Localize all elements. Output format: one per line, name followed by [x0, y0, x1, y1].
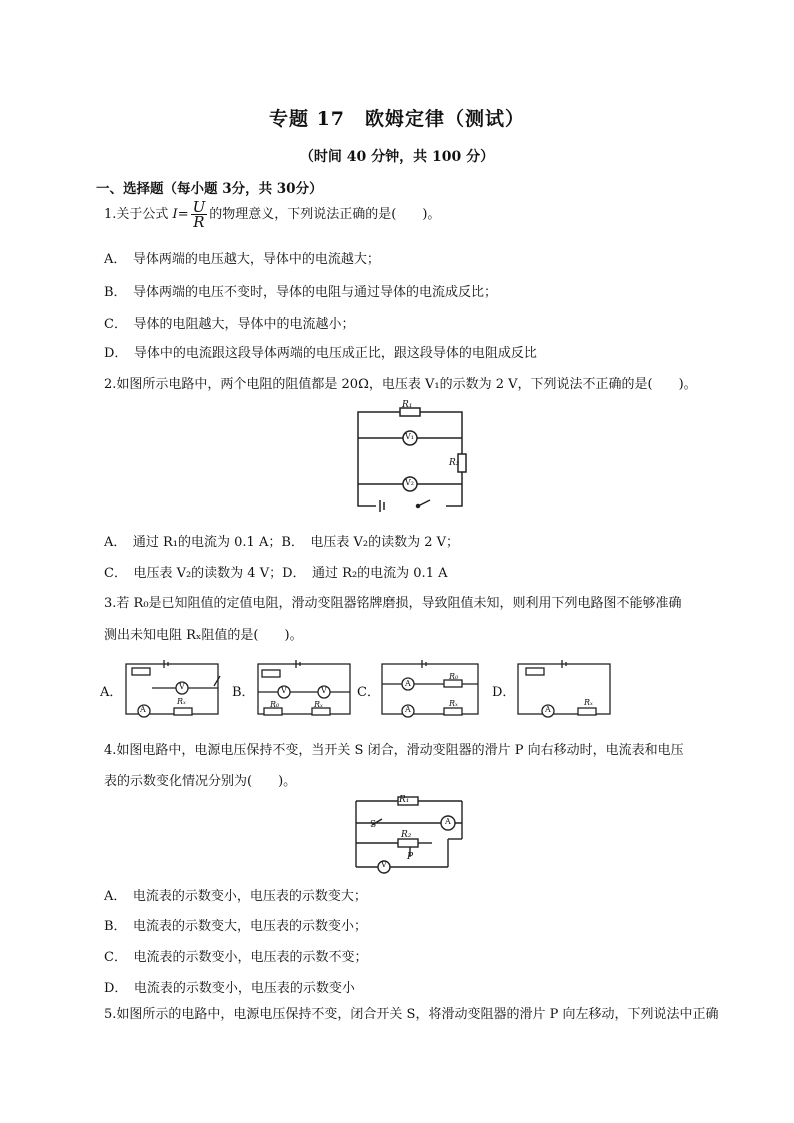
q1-option-d: D． 导体中的电流跟这段导体两端的电压成正比，跟这段导体的电阻成反比 [104, 346, 537, 361]
q2-label-r1: R₁ [402, 400, 413, 410]
q4-option-d: D． 电流表的示数变小，电压表的示数变小 [104, 981, 355, 996]
q4-label-r1: R₁ [399, 795, 410, 805]
q4-option-c: C． 电流表的示数变小，电压表的示数不变； [104, 950, 368, 965]
page-title: 专题 17 欧姆定律（测试） [268, 108, 526, 130]
q3c-ammeter-2: A [405, 705, 411, 714]
q3d-ammeter: A [545, 705, 551, 714]
q1-var: I [172, 207, 178, 222]
q3c-r0: R₀ [449, 672, 459, 681]
q3a-ammeter: A [140, 705, 146, 714]
q1-eq: = [177, 207, 189, 222]
fraction-denominator: R [193, 213, 205, 231]
q3-label-d: D． [492, 685, 516, 700]
q2-options-cd: C． 电压表 V₂的读数为 4 V；D． 通过 R₂的电流为 0.1 A [104, 566, 448, 581]
section-heading: 一、选择题（每小题 3分，共 30分） [96, 181, 323, 197]
q3c-ammeter-1: A [405, 679, 411, 688]
q3-label-a: A． [100, 685, 123, 700]
q1-option-a: A． 导体两端的电压越大，导体中的电流越大； [104, 252, 380, 267]
q2-label-v1: V₁ [405, 432, 414, 441]
q2-label-r2: R₂ [449, 458, 460, 468]
q4-circuit-diagram [352, 795, 472, 875]
q1-option-b: B． 导体两端的电压不变时，导体的电阻与通过导体的电流成反比； [104, 285, 498, 300]
question-4-stem-line1: 4.如图电路中，电源电压保持不变，当开关 S 闭合，滑动变阻器的滑片 P 向右移动时，电流表和电压 [104, 743, 684, 758]
page-subtitle: （时间 40 分钟，共 100 分） [299, 149, 495, 165]
question-5-stem: 5.如图所示的电路中，电源电压保持不变，闭合开关 S，将滑动变阻器的滑片 P 向左移动，下列说法中正确 [104, 1007, 719, 1022]
q1-suffix: 的物理意义，下列说法正确的是( )。 [209, 207, 441, 222]
q3a-voltmeter: V [179, 682, 185, 691]
q2-circuit-diagram [352, 400, 472, 512]
q3b-r0: R₀ [270, 700, 280, 709]
q3b-rx: Rₓ [314, 700, 323, 709]
q1-prefix: 1.关于公式 [104, 207, 173, 222]
q3-label-c: C． [357, 685, 380, 700]
q4-label-r2: R₂ [401, 830, 412, 840]
question-1-stem [104, 200, 440, 229]
question-4-stem-line2: 表的示数变化情况分别为( )。 [104, 774, 297, 789]
q2-label-v2: V₂ [405, 478, 414, 487]
q3-circuit-c [378, 656, 482, 718]
q3-circuit-d [514, 656, 614, 718]
q3-circuit-a [122, 656, 224, 718]
q2-options-ab: A． 通过 R₁的电流为 0.1 A；B． 电压表 V₂的读数为 2 V； [104, 535, 460, 550]
q1-option-c: C． 导体的电阻越大，导体中的电流越小； [104, 317, 355, 332]
question-3-stem-line1: 3.若 R₀是已知阻值的定值电阻，滑动变阻器铭牌磨损，导致阻值未知，则利用下列电路图不能够准确 [104, 596, 682, 611]
q3b-voltmeter-1: V [281, 686, 287, 695]
q3-circuit-b [254, 656, 354, 718]
q3-label-b: B． [232, 685, 255, 700]
q4-label-s: S [370, 820, 377, 830]
ohm-fraction [191, 200, 208, 229]
question-2-stem: 2.如图所示电路中，两个电阻的阻值都是 20Ω，电压表 V₁的示数为 2 V，下列说法不正确的是( )。 [104, 377, 697, 392]
q3a-rx: Rₓ [177, 697, 186, 706]
q4-voltmeter: V [381, 860, 387, 869]
q4-option-b: B． 电流表的示数变大，电压表的示数变小； [104, 919, 368, 934]
q4-ammeter: A [445, 817, 451, 826]
q4-label-p: P [407, 852, 414, 862]
fraction-numerator: U [192, 198, 206, 216]
q3c-rx: Rₓ [449, 699, 458, 708]
q3d-rx: Rₓ [584, 698, 593, 707]
q3b-voltmeter-2: V [321, 686, 327, 695]
question-3-stem-line2: 测出未知电阻 Rₓ阻值的是( )。 [104, 628, 303, 643]
q4-option-a: A． 电流表的示数变小，电压表的示数变大； [104, 889, 367, 904]
